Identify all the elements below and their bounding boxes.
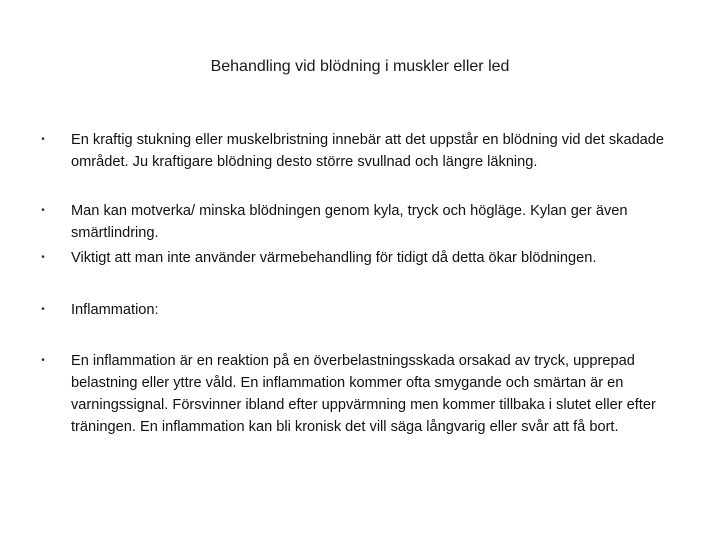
slide-title: Behandling vid blödning i muskler eller led <box>210 58 510 75</box>
bullet-dot: • <box>41 355 45 366</box>
bullet-text: Inflammation: <box>71 302 159 318</box>
bullet-text: Viktigt att man inte använder värmebehandling för tidigt då detta ökar blödningen. <box>71 250 597 266</box>
bullet-dot: • <box>41 205 45 216</box>
bullet-text: En kraftig stukning eller muskelbristning innebär att det uppstår en blödning vid det skadade området. Ju kraftigare blödning desto större svullnad och längre läkning. <box>71 132 665 170</box>
bullet-text: En inflammation är en reaktion på en överbelastningsskada orsakad av tryck, upprepad belastning eller yttre våld. En inflammation kommer ofta smygande och smärtan är en varningssignal. Försvinner ibland efter uppvärmning men kommer tillbaka i slutet eller efter träningen. En inflammation kan bli kronisk det vill säga långvarig eller svår att få bort. <box>71 353 656 435</box>
bullet-dot: • <box>41 252 45 263</box>
bullet-dot: • <box>41 304 45 315</box>
bullet-text: Man kan motverka/ minska blödningen genom kyla, tryck och högläge. Kylan ger även smärtlindring. <box>71 203 628 241</box>
bullet-dot: • <box>41 134 45 145</box>
